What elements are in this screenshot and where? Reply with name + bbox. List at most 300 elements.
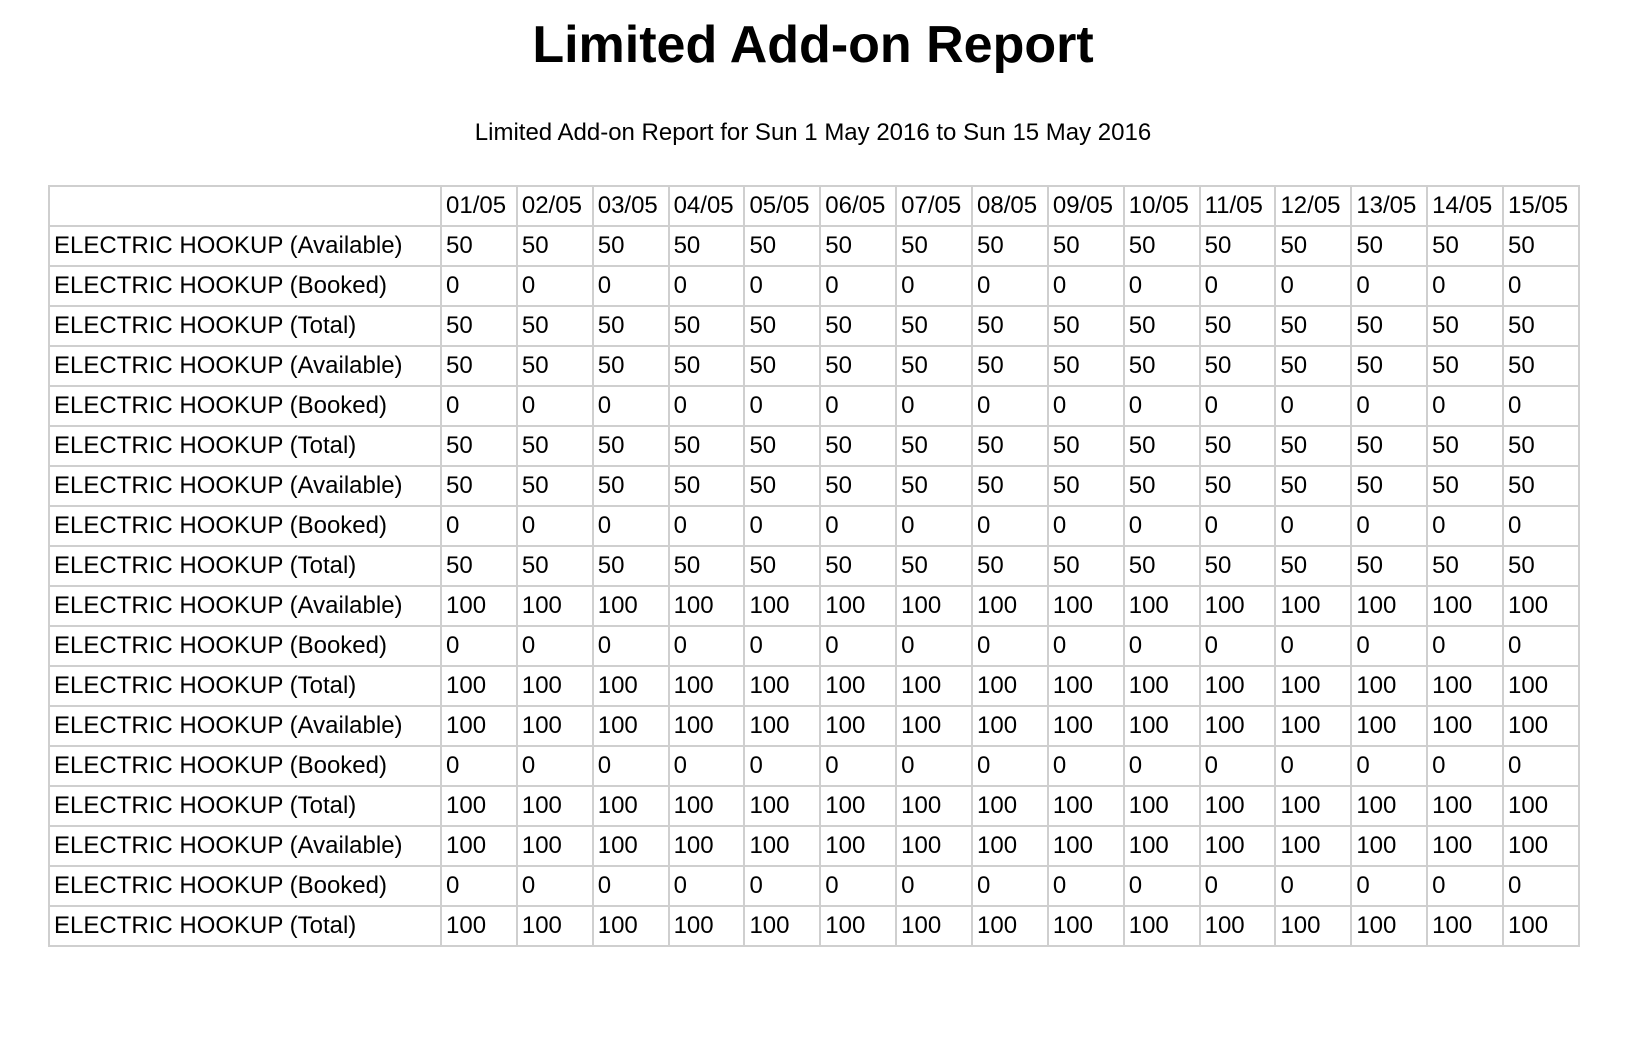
value-cell: 0 (1503, 266, 1579, 306)
value-cell: 100 (820, 786, 896, 826)
value-cell: 0 (896, 866, 972, 906)
table-row (49, 386, 1579, 426)
date-header-cell: 02/05 (517, 186, 593, 226)
row-label-cell: ELECTRIC HOOKUP (Total) (49, 666, 441, 706)
value-cell: 50 (896, 466, 972, 506)
value-cell: 100 (441, 706, 517, 746)
value-cell: 0 (1427, 506, 1503, 546)
value-cell: 50 (517, 546, 593, 586)
value-cell: 100 (744, 826, 820, 866)
value-cell: 100 (896, 666, 972, 706)
value-cell: 0 (820, 506, 896, 546)
value-cell: 50 (1200, 226, 1276, 266)
value-cell: 100 (896, 826, 972, 866)
value-cell: 0 (1503, 626, 1579, 666)
value-cell: 0 (1124, 626, 1200, 666)
value-cell: 0 (441, 506, 517, 546)
value-cell: 100 (1048, 786, 1124, 826)
value-cell: 0 (669, 266, 745, 306)
row-label-cell: ELECTRIC HOOKUP (Booked) (49, 626, 441, 666)
date-header-cell: 11/05 (1200, 186, 1276, 226)
value-cell: 0 (1351, 266, 1427, 306)
value-cell: 50 (1427, 466, 1503, 506)
value-cell: 100 (1351, 826, 1427, 866)
report-table (48, 185, 1580, 947)
value-cell: 0 (1200, 866, 1276, 906)
value-cell: 100 (517, 586, 593, 626)
value-cell: 0 (1275, 746, 1351, 786)
value-cell: 50 (1048, 546, 1124, 586)
value-cell: 100 (1427, 666, 1503, 706)
table-row (49, 666, 1579, 706)
value-cell: 100 (669, 586, 745, 626)
value-cell: 50 (1275, 346, 1351, 386)
value-cell: 100 (1124, 586, 1200, 626)
table-row (49, 786, 1579, 826)
value-cell: 50 (1503, 546, 1579, 586)
value-cell: 50 (669, 346, 745, 386)
value-cell: 100 (1048, 906, 1124, 946)
date-header-cell: 12/05 (1275, 186, 1351, 226)
value-cell: 100 (593, 826, 669, 866)
value-cell: 0 (1124, 866, 1200, 906)
value-cell: 50 (593, 546, 669, 586)
value-cell: 100 (517, 826, 593, 866)
value-cell: 0 (1048, 506, 1124, 546)
value-cell: 50 (669, 306, 745, 346)
value-cell: 100 (744, 586, 820, 626)
value-cell: 50 (1124, 426, 1200, 466)
value-cell: 100 (1351, 666, 1427, 706)
row-label-cell: ELECTRIC HOOKUP (Total) (49, 426, 441, 466)
value-cell: 50 (1351, 226, 1427, 266)
value-cell: 0 (744, 506, 820, 546)
row-label-cell: ELECTRIC HOOKUP (Available) (49, 226, 441, 266)
value-cell: 50 (744, 546, 820, 586)
value-cell: 50 (441, 426, 517, 466)
value-cell: 100 (1048, 586, 1124, 626)
value-cell: 0 (517, 386, 593, 426)
value-cell: 0 (669, 386, 745, 426)
value-cell: 0 (1503, 386, 1579, 426)
value-cell: 50 (669, 426, 745, 466)
date-header-cell: 01/05 (441, 186, 517, 226)
value-cell: 100 (972, 826, 1048, 866)
table-row (49, 546, 1579, 586)
report-title: Limited Add-on Report (532, 16, 1094, 74)
value-cell: 0 (1048, 626, 1124, 666)
value-cell: 0 (820, 746, 896, 786)
value-cell: 100 (896, 786, 972, 826)
value-cell: 50 (1124, 346, 1200, 386)
value-cell: 0 (1275, 506, 1351, 546)
row-label-cell: ELECTRIC HOOKUP (Booked) (49, 746, 441, 786)
value-cell: 100 (669, 906, 745, 946)
date-header-cell: 15/05 (1503, 186, 1579, 226)
table-row (49, 626, 1579, 666)
value-cell: 50 (744, 346, 820, 386)
value-cell: 0 (517, 866, 593, 906)
value-cell: 50 (896, 426, 972, 466)
value-cell: 0 (896, 386, 972, 426)
value-cell: 0 (441, 386, 517, 426)
value-cell: 0 (1200, 506, 1276, 546)
value-cell: 0 (1503, 746, 1579, 786)
value-cell: 50 (1200, 306, 1276, 346)
value-cell: 0 (593, 386, 669, 426)
report-subtitle: Limited Add-on Report for Sun 1 May 2016 to Sun 15 May 2016 (474, 119, 1152, 146)
table-row (49, 346, 1579, 386)
date-header-cell: 06/05 (820, 186, 896, 226)
table-row (49, 906, 1579, 946)
value-cell: 0 (1048, 386, 1124, 426)
table-row (49, 226, 1579, 266)
value-cell: 100 (1427, 826, 1503, 866)
value-cell: 50 (1275, 546, 1351, 586)
value-cell: 100 (1048, 706, 1124, 746)
value-cell: 100 (896, 706, 972, 746)
value-cell: 0 (744, 386, 820, 426)
value-cell: 100 (820, 826, 896, 866)
date-header-cell: 10/05 (1124, 186, 1200, 226)
value-cell: 50 (517, 346, 593, 386)
value-cell: 0 (593, 866, 669, 906)
value-cell: 0 (972, 746, 1048, 786)
value-cell: 0 (744, 866, 820, 906)
value-cell: 100 (1200, 666, 1276, 706)
value-cell: 100 (1275, 586, 1351, 626)
value-cell: 0 (1351, 866, 1427, 906)
value-cell: 50 (896, 346, 972, 386)
value-cell: 100 (593, 666, 669, 706)
value-cell: 50 (820, 306, 896, 346)
value-cell: 50 (1124, 226, 1200, 266)
value-cell: 50 (441, 306, 517, 346)
value-cell: 100 (593, 786, 669, 826)
table-row (49, 426, 1579, 466)
value-cell: 50 (517, 426, 593, 466)
value-cell: 100 (1427, 706, 1503, 746)
row-label-cell: ELECTRIC HOOKUP (Available) (49, 826, 441, 866)
value-cell: 50 (593, 426, 669, 466)
value-cell: 0 (820, 386, 896, 426)
value-cell: 0 (1200, 746, 1276, 786)
value-cell: 0 (441, 746, 517, 786)
table-row (49, 826, 1579, 866)
value-cell: 100 (744, 666, 820, 706)
value-cell: 50 (1048, 306, 1124, 346)
value-cell: 50 (1351, 466, 1427, 506)
value-cell: 0 (1200, 266, 1276, 306)
value-cell: 50 (972, 226, 1048, 266)
value-cell: 50 (1124, 466, 1200, 506)
value-cell: 0 (1124, 506, 1200, 546)
value-cell: 100 (1200, 706, 1276, 746)
value-cell: 50 (1124, 306, 1200, 346)
value-cell: 100 (1048, 826, 1124, 866)
value-cell: 100 (1351, 786, 1427, 826)
row-label-cell: ELECTRIC HOOKUP (Booked) (49, 266, 441, 306)
value-cell: 100 (441, 786, 517, 826)
value-cell: 0 (972, 506, 1048, 546)
value-cell: 100 (1351, 706, 1427, 746)
value-cell: 50 (1503, 466, 1579, 506)
value-cell: 50 (972, 306, 1048, 346)
value-cell: 50 (1200, 546, 1276, 586)
value-cell: 100 (517, 706, 593, 746)
value-cell: 50 (593, 306, 669, 346)
value-cell: 0 (1124, 746, 1200, 786)
value-cell: 100 (744, 706, 820, 746)
value-cell: 50 (972, 546, 1048, 586)
value-cell: 100 (744, 786, 820, 826)
value-cell: 100 (1124, 826, 1200, 866)
value-cell: 100 (972, 786, 1048, 826)
value-cell: 100 (1200, 826, 1276, 866)
value-cell: 100 (1048, 666, 1124, 706)
value-cell: 100 (896, 906, 972, 946)
value-cell: 0 (1124, 266, 1200, 306)
value-cell: 50 (1427, 346, 1503, 386)
value-cell: 0 (1200, 626, 1276, 666)
value-cell: 100 (820, 666, 896, 706)
value-cell: 50 (669, 546, 745, 586)
value-cell: 50 (1200, 426, 1276, 466)
value-cell: 0 (593, 266, 669, 306)
value-cell: 100 (820, 906, 896, 946)
value-cell: 50 (669, 226, 745, 266)
table-row (49, 706, 1579, 746)
value-cell: 100 (820, 706, 896, 746)
value-cell: 0 (1503, 866, 1579, 906)
value-cell: 0 (1351, 626, 1427, 666)
value-cell: 0 (669, 866, 745, 906)
value-cell: 100 (1200, 786, 1276, 826)
header-row (49, 186, 1579, 226)
date-header-cell: 07/05 (896, 186, 972, 226)
value-cell: 100 (1503, 906, 1579, 946)
value-cell: 0 (744, 266, 820, 306)
value-cell: 100 (593, 706, 669, 746)
value-cell: 50 (1124, 546, 1200, 586)
value-cell: 0 (441, 866, 517, 906)
value-cell: 50 (1503, 346, 1579, 386)
row-label-cell: ELECTRIC HOOKUP (Total) (49, 786, 441, 826)
value-cell: 50 (1200, 346, 1276, 386)
value-cell: 100 (972, 706, 1048, 746)
value-cell: 100 (1275, 666, 1351, 706)
value-cell: 100 (820, 586, 896, 626)
table-row (49, 746, 1579, 786)
value-cell: 100 (972, 906, 1048, 946)
value-cell: 50 (972, 466, 1048, 506)
value-cell: 100 (972, 586, 1048, 626)
row-label-cell: ELECTRIC HOOKUP (Booked) (49, 866, 441, 906)
value-cell: 0 (1427, 626, 1503, 666)
value-cell: 50 (593, 466, 669, 506)
value-cell: 50 (972, 426, 1048, 466)
value-cell: 0 (896, 506, 972, 546)
value-cell: 50 (441, 466, 517, 506)
value-cell: 100 (1427, 786, 1503, 826)
value-cell: 0 (1275, 626, 1351, 666)
date-header-cell: 13/05 (1351, 186, 1427, 226)
row-label-cell: ELECTRIC HOOKUP (Booked) (49, 506, 441, 546)
value-cell: 100 (1124, 666, 1200, 706)
value-cell: 100 (1351, 906, 1427, 946)
value-cell: 50 (669, 466, 745, 506)
value-cell: 0 (1200, 386, 1276, 426)
value-cell: 50 (896, 306, 972, 346)
value-cell: 0 (1351, 386, 1427, 426)
corner-cell (49, 186, 441, 226)
value-cell: 50 (1275, 466, 1351, 506)
value-cell: 100 (1275, 786, 1351, 826)
row-label-cell: ELECTRIC HOOKUP (Available) (49, 586, 441, 626)
value-cell: 100 (441, 666, 517, 706)
value-cell: 50 (441, 546, 517, 586)
value-cell: 0 (669, 626, 745, 666)
table-row (49, 586, 1579, 626)
value-cell: 100 (1124, 786, 1200, 826)
row-label-cell: ELECTRIC HOOKUP (Booked) (49, 386, 441, 426)
value-cell: 0 (972, 866, 1048, 906)
value-cell: 100 (1503, 666, 1579, 706)
value-cell: 0 (972, 386, 1048, 426)
value-cell: 100 (1275, 906, 1351, 946)
value-cell: 0 (1048, 866, 1124, 906)
value-cell: 50 (896, 546, 972, 586)
value-cell: 50 (1351, 426, 1427, 466)
value-cell: 0 (820, 266, 896, 306)
value-cell: 0 (1275, 386, 1351, 426)
date-header-cell: 04/05 (669, 186, 745, 226)
row-label-cell: ELECTRIC HOOKUP (Available) (49, 346, 441, 386)
value-cell: 0 (972, 266, 1048, 306)
value-cell: 50 (820, 346, 896, 386)
row-label-cell: ELECTRIC HOOKUP (Available) (49, 466, 441, 506)
date-header-cell: 09/05 (1048, 186, 1124, 226)
row-label-cell: ELECTRIC HOOKUP (Available) (49, 706, 441, 746)
value-cell: 100 (1503, 826, 1579, 866)
value-cell: 100 (1275, 826, 1351, 866)
value-cell: 0 (896, 626, 972, 666)
value-cell: 50 (1351, 306, 1427, 346)
value-cell: 0 (972, 626, 1048, 666)
value-cell: 0 (1503, 506, 1579, 546)
value-cell: 50 (441, 346, 517, 386)
value-cell: 50 (593, 226, 669, 266)
value-cell: 0 (669, 746, 745, 786)
value-cell: 50 (1427, 306, 1503, 346)
row-label-cell: ELECTRIC HOOKUP (Total) (49, 546, 441, 586)
row-label-cell: ELECTRIC HOOKUP (Total) (49, 906, 441, 946)
value-cell: 0 (1048, 266, 1124, 306)
value-cell: 50 (1351, 346, 1427, 386)
value-cell: 0 (820, 866, 896, 906)
value-cell: 100 (1200, 586, 1276, 626)
date-header-cell: 03/05 (593, 186, 669, 226)
value-cell: 100 (1503, 706, 1579, 746)
value-cell: 0 (1275, 866, 1351, 906)
value-cell: 100 (517, 666, 593, 706)
value-cell: 0 (820, 626, 896, 666)
value-cell: 0 (1427, 386, 1503, 426)
value-cell: 50 (441, 226, 517, 266)
value-cell: 50 (1275, 306, 1351, 346)
table-row (49, 306, 1579, 346)
value-cell: 50 (1351, 546, 1427, 586)
value-cell: 100 (1427, 586, 1503, 626)
value-cell: 0 (517, 506, 593, 546)
value-cell: 100 (1503, 586, 1579, 626)
value-cell: 100 (1275, 706, 1351, 746)
date-header-cell: 08/05 (972, 186, 1048, 226)
table-row (49, 506, 1579, 546)
table-body (49, 226, 1579, 946)
value-cell: 0 (517, 266, 593, 306)
value-cell: 0 (896, 746, 972, 786)
value-cell: 0 (1427, 866, 1503, 906)
value-cell: 0 (896, 266, 972, 306)
value-cell: 0 (1427, 266, 1503, 306)
value-cell: 100 (972, 666, 1048, 706)
value-cell: 50 (744, 426, 820, 466)
value-cell: 0 (441, 626, 517, 666)
value-cell: 50 (1048, 426, 1124, 466)
value-cell: 50 (517, 226, 593, 266)
value-cell: 50 (972, 346, 1048, 386)
value-cell: 100 (441, 906, 517, 946)
value-cell: 100 (1351, 586, 1427, 626)
report-table-container (48, 185, 1578, 947)
value-cell: 0 (1275, 266, 1351, 306)
value-cell: 50 (1503, 226, 1579, 266)
value-cell: 100 (1503, 786, 1579, 826)
value-cell: 0 (517, 626, 593, 666)
value-cell: 50 (744, 466, 820, 506)
value-cell: 0 (593, 626, 669, 666)
table-row (49, 266, 1579, 306)
value-cell: 50 (744, 306, 820, 346)
value-cell: 100 (1427, 906, 1503, 946)
value-cell: 50 (820, 546, 896, 586)
value-cell: 0 (1351, 506, 1427, 546)
value-cell: 50 (1048, 226, 1124, 266)
value-cell: 50 (1048, 346, 1124, 386)
value-cell: 50 (1427, 226, 1503, 266)
value-cell: 100 (669, 666, 745, 706)
value-cell: 100 (517, 786, 593, 826)
value-cell: 0 (744, 626, 820, 666)
value-cell: 50 (1200, 466, 1276, 506)
value-cell: 100 (441, 826, 517, 866)
value-cell: 0 (1351, 746, 1427, 786)
value-cell: 0 (744, 746, 820, 786)
value-cell: 0 (1427, 746, 1503, 786)
row-label-cell: ELECTRIC HOOKUP (Total) (49, 306, 441, 346)
value-cell: 50 (820, 426, 896, 466)
value-cell: 100 (896, 586, 972, 626)
value-cell: 0 (593, 506, 669, 546)
value-cell: 50 (1503, 306, 1579, 346)
date-header-cell: 05/05 (744, 186, 820, 226)
value-cell: 50 (744, 226, 820, 266)
value-cell: 100 (1124, 706, 1200, 746)
value-cell: 50 (820, 226, 896, 266)
value-cell: 100 (744, 906, 820, 946)
table-row (49, 466, 1579, 506)
